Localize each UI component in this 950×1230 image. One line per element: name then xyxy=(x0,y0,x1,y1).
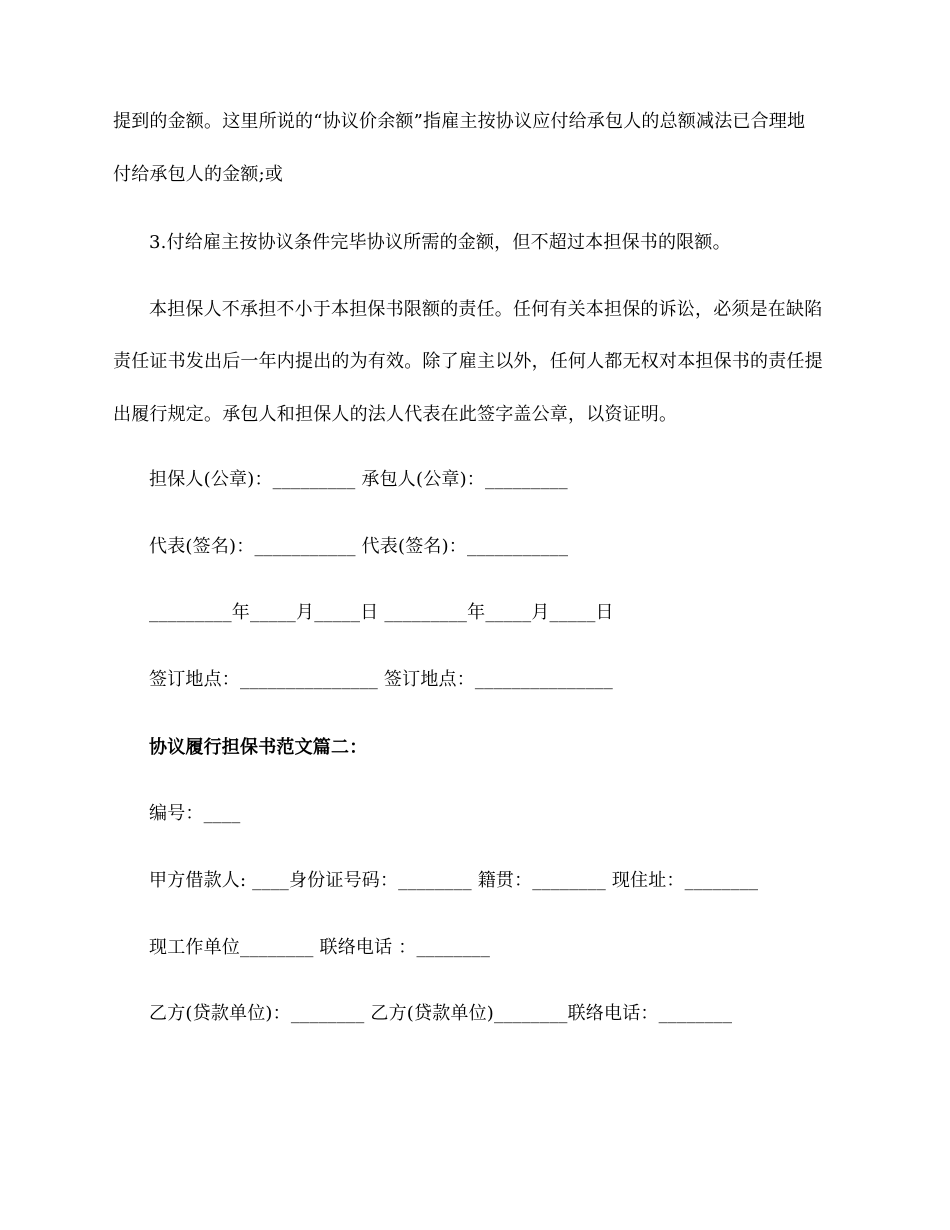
work-unit-line: 现工作单位________ 联络电话 ：________ xyxy=(149,937,491,958)
body-paragraph-line: 本担保人不承担不小于本担保书限额的责任。任何有关本担保的诉讼，必须是在缺陷 xyxy=(149,299,823,320)
body-paragraph-line: 付给承包人的金额;或 xyxy=(113,164,284,185)
body-paragraph-line: 出履行规定。承包人和担保人的法人代表在此签字盖公章，以资证明。 xyxy=(113,404,678,425)
date-line: _________年_____月_____日 _________年_____月_____日 xyxy=(149,602,614,623)
signing-place-line: 签订地点：_______________ 签订地点：_______________ xyxy=(149,669,613,690)
clause-3-text: 3.付给雇主按协议条件完毕协议所需的金额，但不超过本担保书的限额。 xyxy=(149,232,731,253)
document-number-line: 编号：____ xyxy=(149,803,241,824)
representative-signature-line: 代表(签名)：___________ 代表(签名)：___________ xyxy=(149,536,569,557)
body-paragraph-line: 责任证书发出后一年内提出的为有效。除了雇主以外，任何人都无权对本担保书的责任提 xyxy=(113,351,823,372)
body-paragraph-line: 提到的金额。这里所说的“协议价余额”指雇主按协议应付给承包人的总额减法已合理地 xyxy=(113,111,806,132)
seal-signature-line: 担保人(公章)：_________ 承包人(公章)：_________ xyxy=(149,469,568,490)
party-a-info-line: 甲方借款人: ____身份证号码：________ 籍贯：________ 现住址：________ xyxy=(149,870,759,891)
section-heading: 协议履行担保书范文篇二： xyxy=(149,737,368,758)
party-b-info-line: 乙方(贷款单位)：________ 乙方(贷款单位)________联络电话：________ xyxy=(149,1003,733,1024)
